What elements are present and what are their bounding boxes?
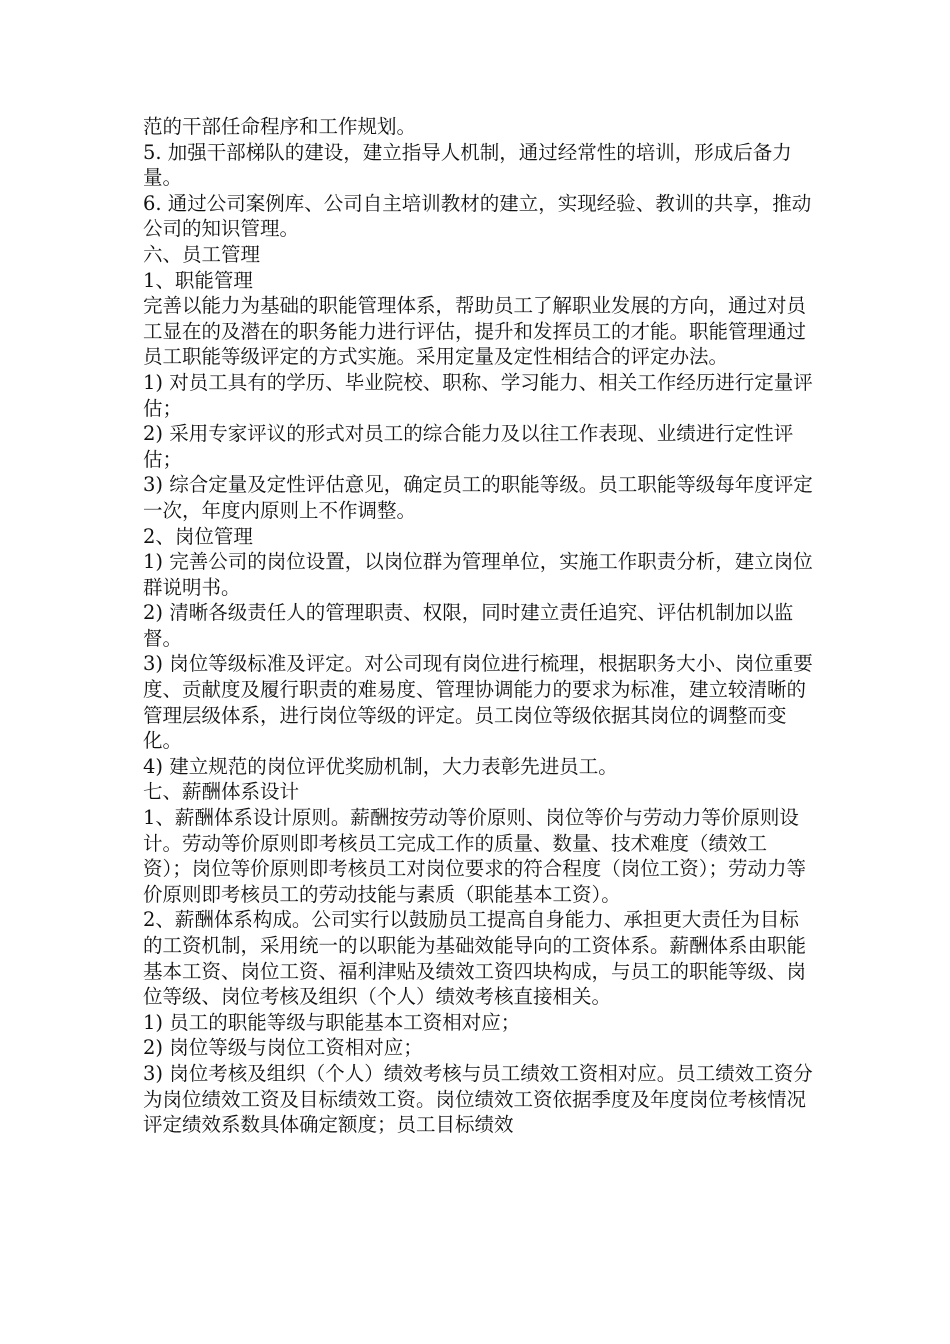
list-item: 3) 岗位等级标准及评定。对公司现有岗位进行梳理，根据职务大小、岗位重要度、贡献度及履行职责的难易度、管理协调能力的要求为标准，建立较清晰的管理层级体系，进行岗位等级的评定。员工岗位等级依据其岗位的调整而变化。 (143, 652, 813, 753)
paragraph: 2、薪酬体系构成。公司实行以鼓励员工提高自身能力、承担更大责任为目标的工资机制，采用统一的以职能为基础效能导向的工资体系。薪酬体系由职能基本工资、岗位工资、福利津贴及绩效工资四块构成，与员工的职能等级、岗位等级、岗位考核及组织（个人）绩效考核直接相关。 (143, 908, 807, 1009)
paragraph: 1、薪酬体系设计原则。薪酬按劳动等价原则、岗位等价与劳动力等价原则设计。劳动等价原则即考核员工完成工作的质量、数量、技术难度（绩效工资）；岗位等价原则即考核员工对岗位要求的符合程度（岗位工资）；劳动力等价原则即考核员工的劳动技能与素质（职能基本工资）。 (143, 806, 807, 906)
paragraph: 完善以能力为基础的职能管理体系，帮助员工了解职业发展的方向，通过对员工显在的及潜在的职务能力进行评估，提升和发挥员工的才能。职能管理通过员工职能等级评定的方式实施。采用定量及定性相结合的评定办法。 (143, 294, 807, 369)
list-item-6: 6. 通过公司案例库、公司自主培训教材的建立，实现经验、教训的共享，推动公司的知识管理。 (143, 191, 812, 241)
list-item: 1) 员工的职能等级与职能基本工资相对应； (143, 1010, 521, 1034)
subsection-heading-1: 1、职能管理 (143, 268, 253, 292)
list-item-5: 5. 加强干部梯队的建设，建立指导人机制，通过经常性的培训，形成后备力量。 (143, 140, 792, 190)
list-item: 1) 对员工具有的学历、毕业院校、职称、学习能力、相关工作经历进行定量评估； (143, 370, 813, 420)
list-item: 2) 清晰各级责任人的管理职责、权限，同时建立责任追究、评估机制加以监督。 (143, 601, 794, 650)
section-heading-7: 七、薪酬体系设计 (143, 780, 300, 804)
list-item: 4) 建立规范的岗位评优奖励机制，大力表彰先进员工。 (143, 754, 618, 778)
list-item: 2) 岗位等级与岗位工资相对应； (143, 1036, 423, 1060)
document-page (143, 114, 815, 1138)
subsection-heading-2: 2、岗位管理 (143, 524, 253, 548)
section-heading-6: 六、员工管理 (143, 242, 261, 266)
list-item: 2) 采用专家评议的形式对员工的综合能力及以往工作表现、业绩进行定性评估； (143, 422, 794, 471)
paragraph-continuation: 范的干部任命程序和工作规划。 (143, 115, 417, 138)
list-item: 3) 岗位考核及组织（个人）绩效考核与员工绩效工资相对应。员工绩效工资分为岗位绩效工资及目标绩效工资。岗位绩效工资依据季度及年度岗位考核情况评定绩效系数具体确定额度；员工目标绩效 (143, 1061, 813, 1137)
list-item: 3) 综合定量及定性评估意见，确定员工的职能等级。员工职能等级每年度评定一次，年度内原则上不作调整。 (143, 473, 813, 522)
list-item: 1) 完善公司的岗位设置，以岗位群为管理单位，实施工作职责分析，建立岗位群说明书。 (143, 550, 813, 599)
